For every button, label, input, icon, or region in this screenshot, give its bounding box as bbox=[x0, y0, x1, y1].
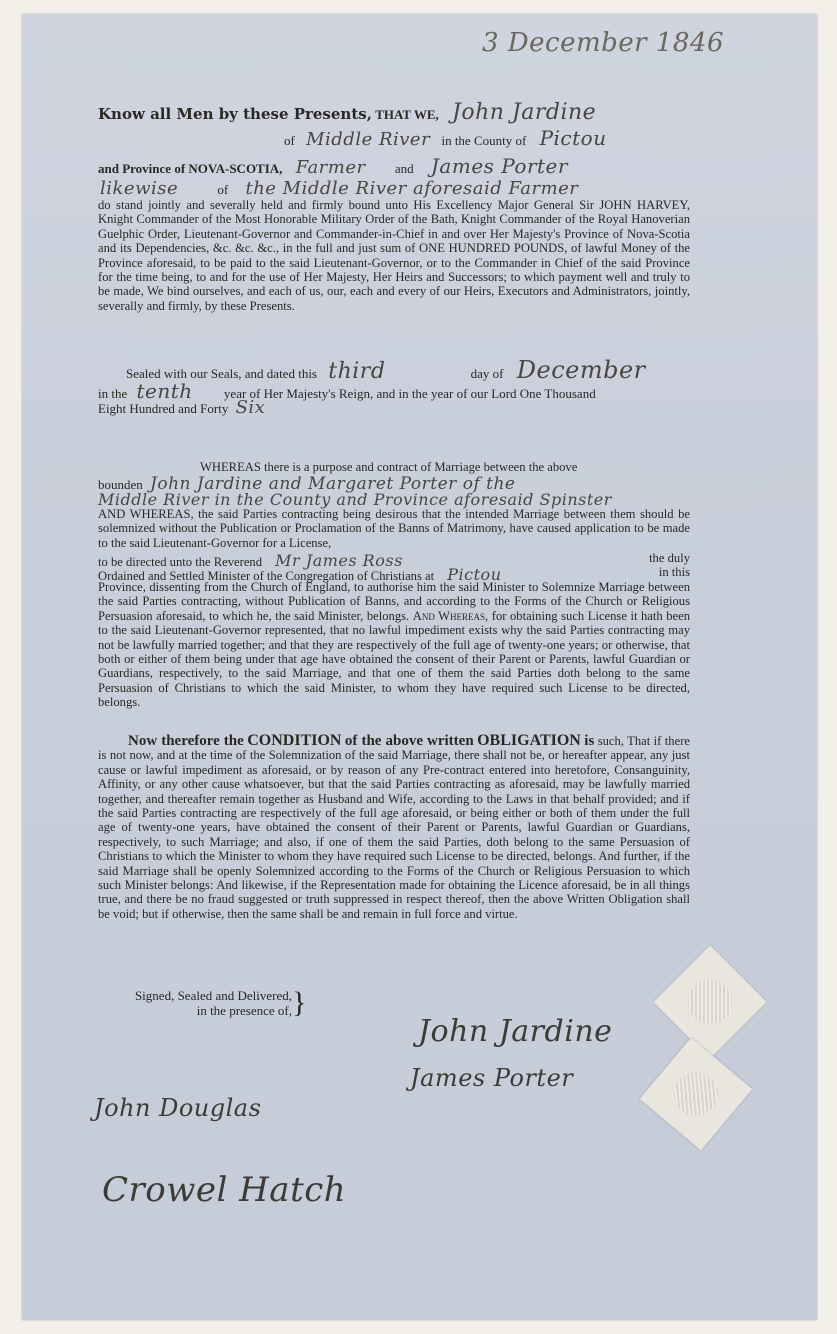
of-label: of bbox=[284, 133, 295, 148]
condition-lead-c: is bbox=[584, 733, 595, 749]
principal-name-1: John Jardine bbox=[452, 100, 597, 125]
that-we-label: THAT WE, bbox=[375, 107, 439, 122]
and-whereas-text: AND WHEREAS, the said Parties contracting being desirous that the intended Marriage between them should be solemnized without the Publication or Proclamation of the Banns of Matrimony, have caused application to be made to the said Lieutenant-Governor for a License, bbox=[98, 507, 690, 550]
ordained-prefix: Ordained and Settled Minister of the Congregation of Christians at bbox=[98, 569, 435, 583]
directed-prefix: to be directed unto the Reverend bbox=[98, 555, 263, 569]
signature-principal-1: John Jardine bbox=[418, 1014, 613, 1049]
reign-line bbox=[98, 379, 596, 419]
bond-opening-title: Know all Men by these Presents, bbox=[98, 105, 372, 123]
place-1: Middle River bbox=[306, 129, 431, 150]
county-label: in the County of bbox=[441, 133, 527, 148]
sealed-month: December bbox=[516, 356, 646, 384]
and-whereas-2: And Whereas, bbox=[412, 608, 489, 623]
reverend-name: Mr James Ross bbox=[275, 551, 403, 570]
day-of-label: day of bbox=[470, 366, 504, 381]
place-line bbox=[284, 126, 607, 150]
reign-text: year of Her Majesty's Reign, and in the year of our Lord One Thousand bbox=[223, 386, 596, 401]
condition-lead-a: Now therefore the bbox=[128, 733, 244, 749]
whereas-rest-1: Province, dissenting from the Church of England, to authorise him the said Minister to Solemnize Marriage between the said Parties contracting, without Publication of Banns, and according to the Forms of the Church or Religious Persuasion aforesaid, to which he, the said Minister, belongs. bbox=[98, 580, 690, 623]
obligation-word: OBLIGATION bbox=[477, 732, 581, 749]
sealed-day: third bbox=[328, 359, 386, 384]
province-label: and Province of NOVA-SCOTIA, bbox=[98, 161, 283, 176]
occupation-1: Farmer bbox=[295, 157, 366, 178]
signed-block bbox=[112, 988, 292, 1018]
wax-seal-1 bbox=[653, 945, 766, 1058]
year-word: Six bbox=[235, 397, 266, 419]
condition-lead-b: of the above written bbox=[344, 733, 474, 749]
date-annotation: 3 December 1846 bbox=[482, 28, 725, 58]
brace-mark: } bbox=[292, 986, 307, 1019]
the-duly-label: the duly bbox=[649, 551, 690, 565]
and-label: and bbox=[394, 161, 414, 176]
wax-seal-2 bbox=[640, 1038, 753, 1151]
sealed-prefix: Sealed with our Seals, and dated this bbox=[126, 366, 317, 381]
whereas-rest bbox=[98, 580, 690, 710]
signed-line-2: in the presence of, bbox=[196, 1003, 292, 1018]
county-name: Pictou bbox=[539, 126, 607, 150]
parties-line-1: John Jardine and Margaret Porter of the bbox=[150, 474, 516, 494]
of-label-2: of bbox=[217, 182, 229, 197]
likewise-line bbox=[100, 178, 578, 199]
regnal-year: tenth bbox=[136, 379, 193, 403]
in-the-label: in the bbox=[98, 386, 128, 401]
bond-body: do stand jointly and severally held and firmly bound unto His Excellency Major General Sir JOHN HARVEY, Knight Commander of the Most Honorable Military Order of the Bath, Knight Commander of the Royal Hanoverian Guelphic Order, Lieutenant-Governor and Commander-in-Chief in and over Her Majesty's Province of Nova-Scotia and its Dependencies, &c. &c. &c., in the full and just sum of ONE HUNDRED POUNDS, of lawful Money of the Province aforesaid, to be paid to the said Lieutenant-Governor, or to the Commander in Chief of the said Province for the time being, to and for the use of Her Majesty, Her Heirs and Successors; to which payment well and truly to be made, We bind ourselves, and each of us, our, each and every of our Heirs, Executors and Administrators, jointly, severally and firmly, by these Presents. bbox=[98, 198, 690, 313]
signature-witness-1: John Douglas bbox=[94, 1094, 262, 1122]
congregation-place: Pictou bbox=[447, 565, 502, 584]
condition-paragraph bbox=[98, 734, 690, 921]
principal-name-2: James Porter bbox=[430, 154, 568, 178]
condition-word: CONDITION bbox=[247, 732, 342, 749]
sealed-line bbox=[126, 356, 646, 384]
document-sheet bbox=[22, 14, 817, 1320]
whereas-lead: WHEREAS there is a purpose and contract of Marriage between the above bbox=[200, 460, 578, 474]
signed-line-1: Signed, Sealed and Delivered, bbox=[134, 988, 292, 1003]
condition-body: such, That if there is not now, and at the time of the Solemnization of the said Marriage, there shall not be, or hereafter appear, any just cause or lawful impediment as aforesaid, or by reason of any Pre-contract entered into heretofore, Consanguinity, Affinity, or any other cause whatsoever, but that the said Parties contracting as aforesaid, may be lawfully married together, and thereafter remain together as Husband and Wife, according to the Laws in that behalf provided; and if the said Parties contracting are respectively of the full age aforesaid, or being either or both of them under the full age of twenty-one years, have obtained the consent of their Parent or Parents, lawful Guardian or Guardians, respectively, to such Marriage; and also, if one of them the said Parties, doth belong to the same Persuasion of Christians to which the Minister to whom they have required such License to be directed, belongs. And further, if the said Marriage shall be openly Solemnized according to the Forms of the Church or Religious Persuasion to which such Minister belongs: And likewise, if the Representation made for obtaining the Licence aforesaid, be in all things true, and there be no fraud suggested or truth suppressed in respect thereof, then the above Written Obligation shall be void; but if otherwise, then the same shall be and remain in full force and virtue. bbox=[98, 734, 690, 921]
parties-line-2: Middle River in the County and Province aforesaid Spinster bbox=[98, 490, 612, 509]
province-line bbox=[98, 154, 568, 178]
signature-witness-2: Crowel Hatch bbox=[102, 1170, 347, 1210]
likewise-word: likewise bbox=[100, 178, 179, 199]
bounden-label: bounden bbox=[98, 477, 143, 492]
year-prefix: Eight Hundred and Forty bbox=[98, 401, 229, 417]
signature-principal-2: James Porter bbox=[410, 1064, 574, 1092]
bond-opening-line bbox=[98, 100, 596, 125]
in-this-label: in this bbox=[658, 565, 690, 579]
whereas-rest-2: for obtaining such License it hath been to the said Lieutenant-Governor represented, that no lawful impediment exists why the said Parties contracting may not be lawfully married together; and that they are respectively of the full age of twenty-one years; or otherwise, that both or either of them being under that age have obtained the consent of their Parent or Parents, lawful Guardian or Guardians, respectively, to the said Marriage, and that one of them the said Parties doth belong to the same Persuasion of Christians to which the said Minister, to whom they have required such License to be directed, belongs. bbox=[98, 608, 691, 710]
place-2: the Middle River aforesaid Farmer bbox=[245, 178, 579, 199]
